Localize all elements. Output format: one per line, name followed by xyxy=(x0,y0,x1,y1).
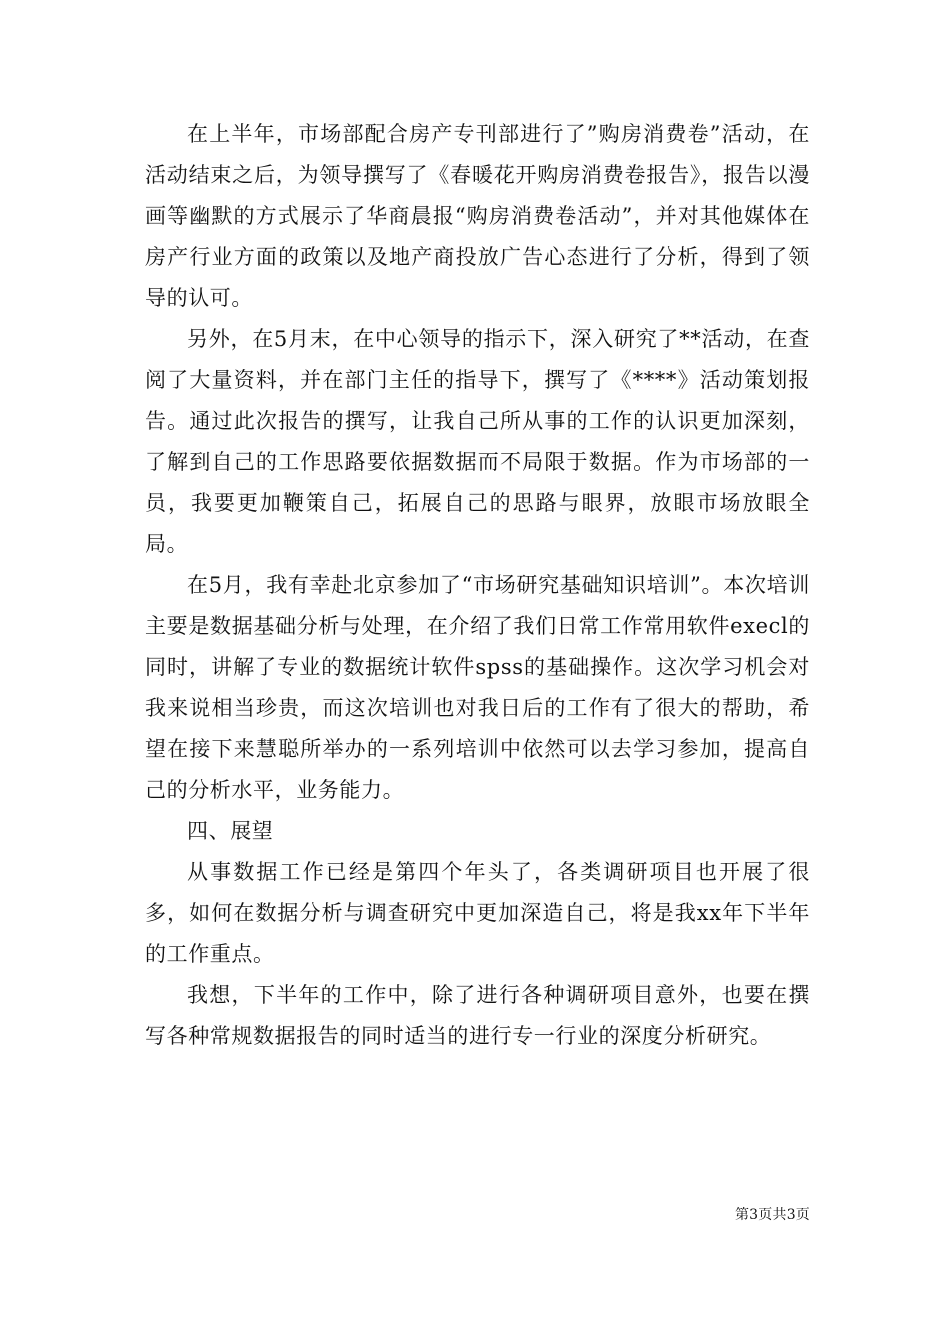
document-body xyxy=(145,114,810,1057)
paragraph-5: 我想，下半年的工作中，除了进行各种调研项目意外，也要在撰写各种常规数据报告的同时适当的进行专一行业的深度分析研究。 xyxy=(145,983,810,1048)
paragraph-4: 从事数据工作已经是第四个年头了，各类调研项目也开展了很多，如何在数据分析与调查研究中更加深造自己，将是我xx年下半年的工作重点。 xyxy=(145,860,810,966)
page-number-footer: 第3页共3页 xyxy=(734,1207,810,1223)
section-heading: 四、展望 xyxy=(187,819,274,843)
paragraph-3: 在5月，我有幸赴北京参加了“市场研究基础知识培训”。本次培训主要是数据基础分析与处理，在介绍了我们日常工作常用软件execl的同时，讲解了专业的数据统计软件spss的基础操作。这次学习机会对我来说相当珍贵，而这次培训也对我日后的工作有了很大的帮助，希望在接下来慧聪所举办的一系列培训中依然可以去学习参加，提高自己的分析水平，业务能力。 xyxy=(145,573,810,802)
paragraph-1: 在上半年，市场部配合房产专刊部进行了”购房消费卷”活动，在活动结束之后，为领导撰写了《春暖花开购房消费卷报告》，报告以漫画等幽默的方式展示了华商晨报“购房消费卷活动”，并对其他媒体在房产行业方面的政策以及地产商投放广告心态进行了分析，得到了领导的认可。 xyxy=(145,122,810,310)
paragraph-2: 另外，在5月末，在中心领导的指示下，深入研究了**活动，在查阅了大量资料，并在部门主任的指导下，撰写了《****》活动策划报告。通过此次报告的撰写，让我自己所从事的工作的认识更加深刻，了解到自己的工作思路要依据数据而不局限于数据。作为市场部的一员，我要更加鞭策自己，拓展自己的思路与眼界，放眼市场放眼全局。 xyxy=(145,327,810,556)
